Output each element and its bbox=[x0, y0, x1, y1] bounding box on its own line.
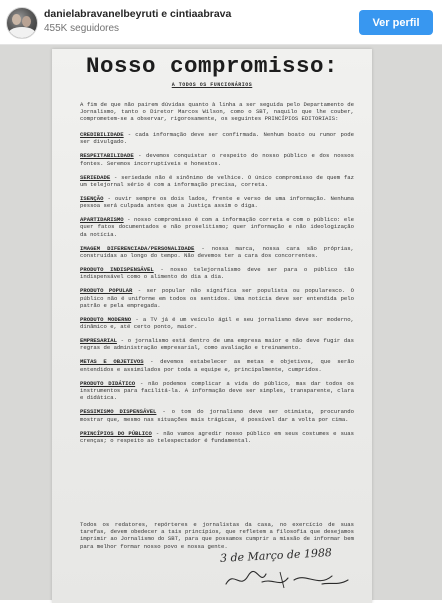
principle-text: - seriedade não é sinônimo de velhice. O único compromisso de quem faz um telejornal sério é com a informação precisa, correta. bbox=[80, 173, 354, 188]
principle-text: - nossa marca, nossa cara são próprias, construídas ao longo do tempo. Não devemos ter a cara dos concorrentes. bbox=[80, 244, 354, 259]
principle-name: PRODUTO POPULAR bbox=[80, 287, 133, 295]
principle-name: PRODUTO DIDÁTICO bbox=[80, 379, 136, 387]
principle-text: - não vamos agredir nosso público em seus costumes e suas crenças; o respeito ao telespectador é fundamental. bbox=[80, 429, 354, 444]
principle-text: - nosso compromisso é com a informação correta e com o público: ele quer fatos documentados e não proselitismo; quer informação e não ideologização da notícia. bbox=[80, 216, 354, 238]
principle-name: ISENÇÃO bbox=[80, 194, 104, 202]
document-closing: Todos os redatores, repórteres e jornalistas da casa, no exercício de suas tarefas, devem obedecer a tais princípios, que refletem a filosofia que desejamos imprimir ao Jornalismo do SBT, para que possamos cumprir a missão de informar bem para melhor formar nosso povo e nossa gente. bbox=[80, 521, 354, 550]
document-intro: A fim de que não pairem dúvidas quanto à linha a ser seguida pelo Departamento de Jornalismo, tanto o Diretor Marcos Wilson, como o SBT, naquilo que lhe couber, comprometem-se a observar, rigorosamente, os seguintes PRINCÍPIOS EDITORIAIS: bbox=[80, 101, 354, 123]
principle-text: - cada informação deve ser confirmada. Nenhum boato ou rumor pode ser divulgado. bbox=[80, 131, 354, 146]
principle-item bbox=[80, 131, 354, 146]
principle-item bbox=[80, 337, 354, 352]
document-sheet bbox=[52, 49, 372, 603]
principle-item bbox=[80, 316, 354, 331]
principle-name: RESPEITABILIDADE bbox=[80, 152, 134, 160]
follower-count: 455K seguidores bbox=[44, 23, 120, 34]
principle-item bbox=[80, 358, 354, 373]
principle-item bbox=[80, 152, 354, 167]
principle-item bbox=[80, 287, 354, 309]
principle-item bbox=[80, 380, 354, 402]
view-profile-button[interactable]: Ver perfil bbox=[359, 10, 433, 35]
principle-text: - o tom do jornalismo deve ser otimista, procurando mostrar que, mesmo nas situações mais trágicas, é possível dar a volta por cima. bbox=[80, 408, 354, 423]
principle-name: EMPRESARIAL bbox=[80, 337, 117, 345]
principle-name: PRODUTO INDISPENSÁVEL bbox=[80, 265, 154, 273]
avatar-shoulders bbox=[8, 27, 36, 39]
principle-text: - não podemos complicar a vida do público, mas dar todos os instrumentos para facilitá-la. A informação deve ser simples, transparente, clara e didática. bbox=[80, 379, 354, 402]
principle-text: - ser popular não significa ser populista ou popularesco. O público não é uniforme em todos os sentidos. Uma notícia deve ser entendida pelo patrão e pela empregada. bbox=[80, 287, 354, 309]
avatar-face-right bbox=[22, 16, 31, 27]
principle-name: IMAGEM DIFERENCIADA/PERSONALIDADE bbox=[80, 244, 195, 252]
principle-text: - a TV já é um veículo ágil e seu jornalismo deve ser moderno, dinâmico e, até certo ponto, maior. bbox=[80, 315, 354, 331]
document-title: Nosso compromisso: bbox=[85, 53, 339, 79]
principle-name: CREDIBILIDADE bbox=[80, 131, 124, 138]
principle-text: - devemos conquistar o respeito do nosso público e dos nossos fontes. Seremos incorruptíveis e honestos. bbox=[80, 152, 354, 167]
principle-name: PRINCÍPIOS DO PÚBLICO bbox=[80, 429, 152, 437]
account-names[interactable]: danielabravanelbeyruti e cintiaabrava bbox=[44, 8, 232, 20]
principle-text: - nosso telejornalismo deve ser para o público tão indispensável como o alimento do dia a dia. bbox=[80, 265, 354, 281]
principle-item bbox=[80, 430, 354, 445]
principle-text: - devemos estabelecer as metas e objetivos, que serão entendidos e assimilados por toda a equipe e, principalmente, cumpridos. bbox=[80, 358, 354, 373]
principle-item bbox=[80, 174, 354, 189]
signature-icon bbox=[222, 564, 352, 592]
principle-item bbox=[80, 266, 354, 281]
principle-text: - ouvir sempre os dois lados, frente e verso de uma informação. Nenhuma pessoa será culpada antes que a Justiça assim o diga. bbox=[80, 194, 354, 210]
signature-date: 3 de Março de 1988 bbox=[219, 546, 333, 565]
principle-name: APARTIDARISMO bbox=[80, 216, 124, 224]
document-subtitle: A TODOS OS FUNCIONÁRIOS bbox=[171, 82, 253, 88]
avatar-face-left bbox=[12, 14, 21, 25]
principle-item bbox=[80, 408, 354, 423]
principle-item bbox=[80, 216, 354, 238]
principles-list bbox=[80, 131, 354, 451]
principle-name: PESSIMISMO DISPENSÁVEL bbox=[80, 408, 157, 416]
principle-name: PRODUTO MODERNO bbox=[80, 315, 132, 323]
principle-item bbox=[80, 245, 354, 260]
principle-text: - o jornalismo está dentro de uma empresa maior e não deve fugir das regras de administração empresarial, como avaliação e treinamento. bbox=[80, 337, 354, 352]
principle-item bbox=[80, 195, 354, 210]
post-header bbox=[0, 0, 442, 45]
principle-name: SERIEDADE bbox=[80, 173, 111, 181]
avatar[interactable] bbox=[6, 7, 38, 39]
principle-name: METAS E OBJETIVOS bbox=[80, 358, 144, 366]
post-image[interactable] bbox=[0, 45, 442, 600]
